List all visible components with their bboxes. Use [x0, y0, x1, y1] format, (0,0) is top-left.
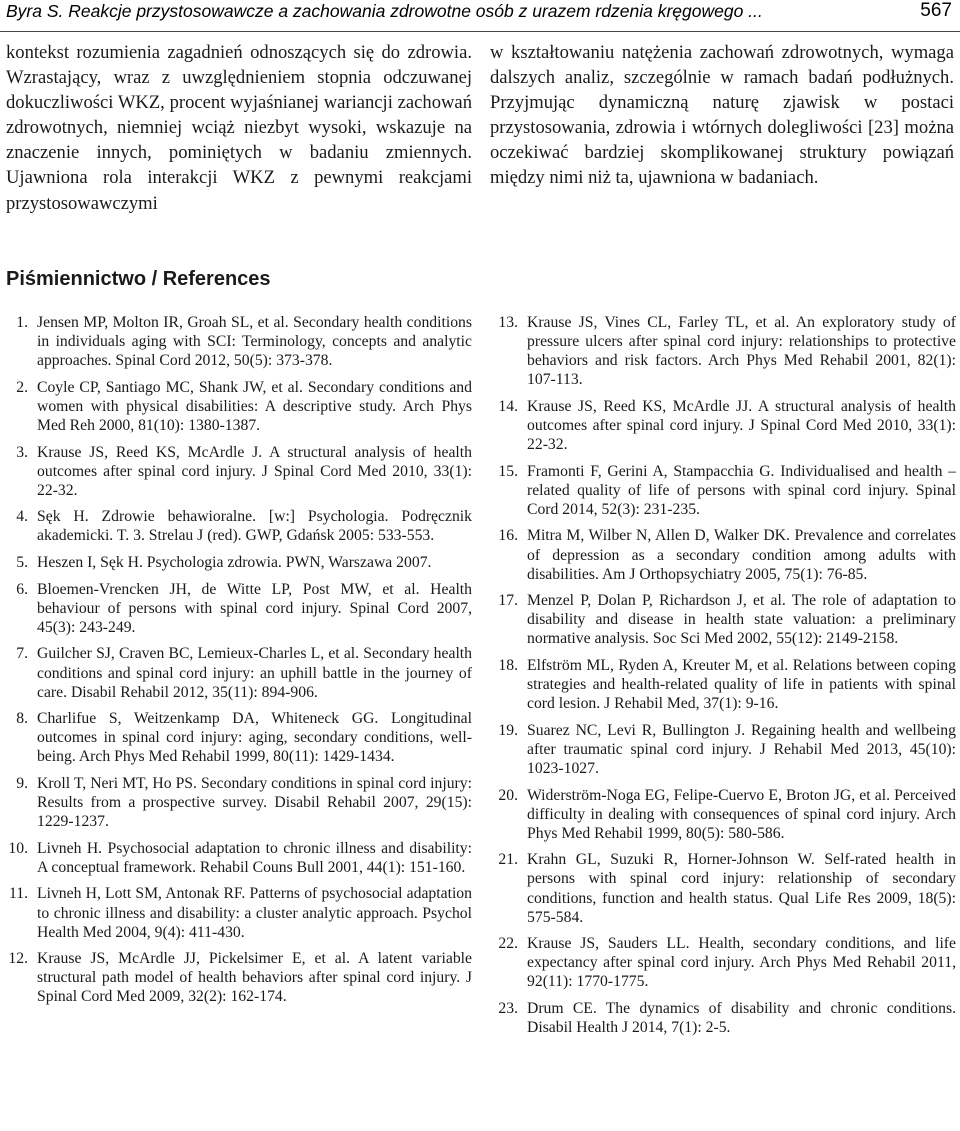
reference-text: Guilcher SJ, Craven BC, Lemieux-Charles L, et al. Secondary health conditions and spinal cord injury: an uphill battle in the journey of care. Disabil Rehabil 2012, 35(11): 894-906. [37, 645, 472, 701]
reference-number: 12. [8, 950, 28, 968]
reference-text: Framonti F, Gerini A, Stampacchia G. Individualised and health – related quality of life of persons with spinal cord injury. Spinal Cord 2014, 52(3): 231-235. [527, 462, 956, 518]
reference-item [490, 721, 956, 778]
reference-number: 2. [16, 378, 28, 396]
reference-text: Livneh H, Lott SM, Antonak RF. Patterns of psychosocial adaptation to chronic illness and disability: a cluster analytic approach. Psychol Health Med 2004, 9(4): 411-430. [37, 885, 472, 941]
reference-number: 1. [16, 314, 28, 331]
reference-number: 14. [498, 397, 518, 415]
reference-text: Krause JS, Reed KS, McArdle JJ. A structural analysis of health outcomes after spinal cord injury. J Spinal Cord Med 2010, 33(1): 22-32. [527, 397, 956, 454]
reference-item [6, 443, 472, 500]
reference-item [6, 774, 472, 831]
page-number: 567 [920, 0, 952, 21]
reference-number: 22. [498, 935, 518, 953]
reference-item [490, 999, 956, 1037]
reference-text: Coyle CP, Santiago MC, Shank JW, et al. Secondary conditions and women with physical disabilities: A descriptive study. Arch Phys Med Reh 2000, 81(10): 1380-1387. [37, 378, 472, 434]
reference-text: Krause JS, McArdle JJ, Pickelsimer E, et al. A latent variable structural path model of health behaviors after spinal cord injury. J Spinal Cord Med 2009, 32(2): 162-174. [37, 950, 472, 1006]
reference-item [490, 526, 956, 583]
reference-item [6, 949, 472, 1006]
reference-text: Heszen I, Sęk H. Psychologia zdrowia. PWN, Warszawa 2007. [37, 554, 432, 572]
reference-number: 18. [498, 657, 518, 674]
body-text-left-column: kontekst rozumienia zagadnień odnoszących się do zdrowia. Wzrastający, wraz z uwzględnieniem stopnia odczuwanej dokuczliwości WKZ, procent wyjaśnianej wariancji zachowań zdrowotnych, niemniej wciąż niezbyt wysoki, wskazuje na znaczenie innych, pominiętych w badaniu zmiennych. Ujawniona rola interakcji WKZ z pewnymi reakcjami przystosowawczymi [6, 42, 472, 214]
reference-text: Charlifue S, Weitzenkamp DA, Whiteneck GG. Longitudinal outcomes in spinal cord injury: aging, secondary conditions, well-being. Arch Phys Med Rehabil 1999, 80(11): 1429-1434. [37, 710, 472, 766]
reference-text: Elfström ML, Ryden A, Kreuter M, et al. Relations between coping strategies and health-related quality of life in patients with spinal cord lesion. J Rehabil Med, 37(1): 9-16. [527, 657, 956, 713]
reference-item [490, 591, 956, 648]
reference-text: Krause JS, Vines CL, Farley TL, et al. An exploratory study of pressure ulcers after spinal cord injury: relationships to protective behaviors and risk factors. Arch Phys Med Rehabil 2001, 82(1): 107-113. [527, 314, 956, 389]
reference-number: 21. [498, 851, 518, 869]
reference-number: 3. [16, 443, 28, 461]
reference-item [6, 709, 472, 766]
reference-number: 20. [498, 786, 518, 804]
reference-text: Krause JS, Reed KS, McArdle J. A structural analysis of health outcomes after spinal cord injury. J Spinal Cord Med 2010, 33(1): 22-32. [37, 443, 472, 499]
header-rule [0, 31, 960, 32]
reference-number: 19. [498, 721, 518, 739]
reference-text: Widerström-Noga EG, Felipe-Cuervo E, Broton JG, et al. Perceived difficulty in dealing with consequences of spinal cord injury. Arch Phys Med Rehabil 1999, 80(5): 580-586. [527, 786, 956, 842]
reference-number: 23. [498, 1000, 518, 1017]
reference-item [6, 644, 472, 701]
reference-number: 10. [8, 839, 28, 857]
references-right-column [490, 313, 956, 1045]
reference-text: Livneh H. Psychosocial adaptation to chronic illness and disability: A conceptual framework. Rehabil Couns Bull 2001, 44(1): 151-160. [37, 839, 472, 876]
reference-item [6, 378, 472, 435]
reference-item [490, 397, 956, 454]
reference-item [6, 553, 472, 572]
references-heading: Piśmiennictwo / References [6, 268, 271, 290]
reference-number: 4. [16, 508, 28, 526]
reference-text: Suarez NC, Levi R, Bullington J. Regaining health and wellbeing after traumatic spinal cord injury. J Rehabil Med 2013, 45(10): 1023-1027. [527, 721, 956, 777]
reference-number: 17. [498, 592, 518, 610]
reference-text: Sęk H. Zdrowie behawioralne. [w:] Psychologia. Podręcznik akademicki. T. 3. Strelau J (red). GWP, Gdańsk 2005: 533-553. [37, 508, 472, 545]
reference-item [6, 884, 472, 941]
reference-number: 11. [8, 885, 28, 903]
reference-item [6, 313, 472, 370]
running-title: Byra S. Reakcje przystosowawcze a zachowania zdrowotne osób z urazem rdzenia kręgowego ... [6, 1, 763, 21]
reference-item [490, 462, 956, 519]
reference-text: Krahn GL, Suzuki R, Horner-Johnson W. Self-rated health in persons with spinal cord injury: relationship of secondary conditions, function and health status. Qual Life Res 2009, 18(5): 575-584. [527, 851, 956, 926]
reference-item [490, 850, 956, 926]
reference-item [490, 786, 956, 843]
reference-number: 8. [16, 710, 28, 728]
reference-item [6, 839, 472, 877]
reference-item [490, 934, 956, 991]
reference-number: 7. [16, 645, 28, 663]
reference-number: 16. [498, 527, 518, 545]
reference-text: Jensen MP, Molton IR, Groah SL, et al. Secondary health conditions in individuals aging with SCI: Terminology, concepts and analytic approaches. Spinal Cord 2012, 50(5): 373-378. [37, 314, 472, 370]
reference-number: 9. [16, 774, 28, 792]
reference-text: Menzel P, Dolan P, Richardson J, et al. The role of adaptation to disability and disease in health state valuation: a preliminary normative analysis. Soc Sci Med 2002, 55(12): 2149-2158. [527, 592, 956, 648]
reference-item [6, 507, 472, 545]
running-header [6, 0, 952, 32]
references-left-column [6, 313, 472, 1014]
reference-text: Mitra M, Wilber N, Allen D, Walker DK. Prevalence and correlates of depression as a secondary condition among adults with disabilities. Am J Orthopsychiatry 2005, 75(1): 76-85. [527, 527, 956, 583]
reference-item [490, 313, 956, 389]
reference-text: Krause JS, Sauders LL. Health, secondary conditions, and life expectancy after spinal cord injury. Arch Phys Med Rehabil 2011, 92(11): 1770-1775. [527, 935, 956, 991]
reference-number: 6. [16, 580, 28, 598]
reference-number: 5. [16, 554, 28, 572]
reference-item [490, 656, 956, 713]
body-text-right-column: w kształtowaniu natężenia zachowań zdrowotnych, wymaga dalszych analiz, szczególnie w ramach badań podłużnych. Przyjmując dynamiczną naturę zjawisk w postaci przystosowania, zdrowia i wtórnych dolegliwości [23] można oczekiwać bardziej skomplikowanej struktury powiązań między nimi niż ta, ujawniona w badaniach. [490, 42, 954, 189]
reference-item [6, 580, 472, 637]
reference-text: Kroll T, Neri MT, Ho PS. Secondary conditions in spinal cord injury: Results from a prospective survey. Disabil Rehabil 2007, 29(15): 1229-1237. [37, 774, 472, 831]
reference-text: Drum CE. The dynamics of disability and chronic conditions. Disabil Health J 2014, 7(1): 2-5. [527, 1000, 956, 1037]
reference-number: 13. [498, 314, 518, 331]
reference-number: 15. [498, 462, 518, 480]
reference-text: Bloemen-Vrencken JH, de Witte LP, Post MW, et al. Health behaviour of persons with spinal cord injury. Spinal Cord 2007, 45(3): 243-249. [37, 580, 472, 636]
